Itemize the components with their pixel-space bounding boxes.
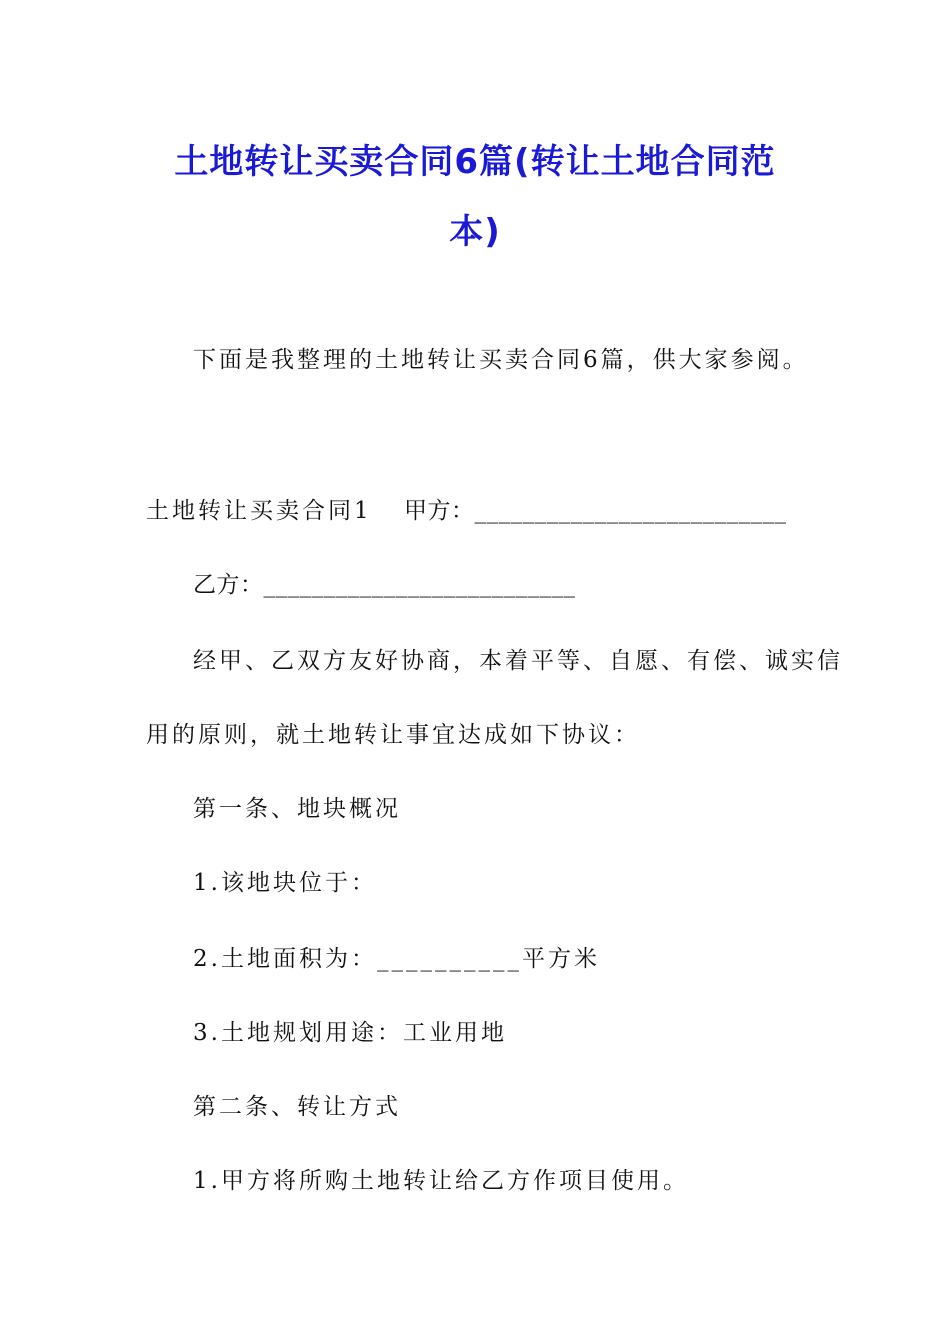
article-2-item-1: 1.甲方将所购土地转让给乙方作项目使用。 — [193, 1168, 689, 1194]
article-1-heading: 第一条、地块概况 — [193, 796, 401, 822]
agreement-paragraph-line-2: 用的原则，就土地转让事宜达成如下协议： — [146, 722, 640, 748]
article-1-item-2: 2.土地面积为：__________平方米 — [193, 946, 600, 972]
document-title-line-1: 土地转让买卖合同6篇(转让土地合同范 — [174, 142, 776, 182]
party-b-line: 乙方：__________________________ — [193, 572, 576, 598]
party-a-line: 甲方：__________________________ — [404, 498, 787, 524]
intro-paragraph: 下面是我整理的土地转让买卖合同6篇，供大家参阅。 — [193, 347, 809, 373]
contract-1-heading: 土地转让买卖合同1 — [146, 498, 372, 524]
document-title-line-2: 本) — [449, 212, 501, 252]
article-2-heading: 第二条、转让方式 — [193, 1094, 401, 1120]
article-1-item-3: 3.土地规划用途：工业用地 — [193, 1020, 507, 1046]
agreement-paragraph-line-1: 经甲、乙双方友好协商，本着平等、自愿、有偿、诚实信 — [193, 648, 843, 674]
article-1-item-1: 1.该地块位于： — [193, 870, 377, 896]
